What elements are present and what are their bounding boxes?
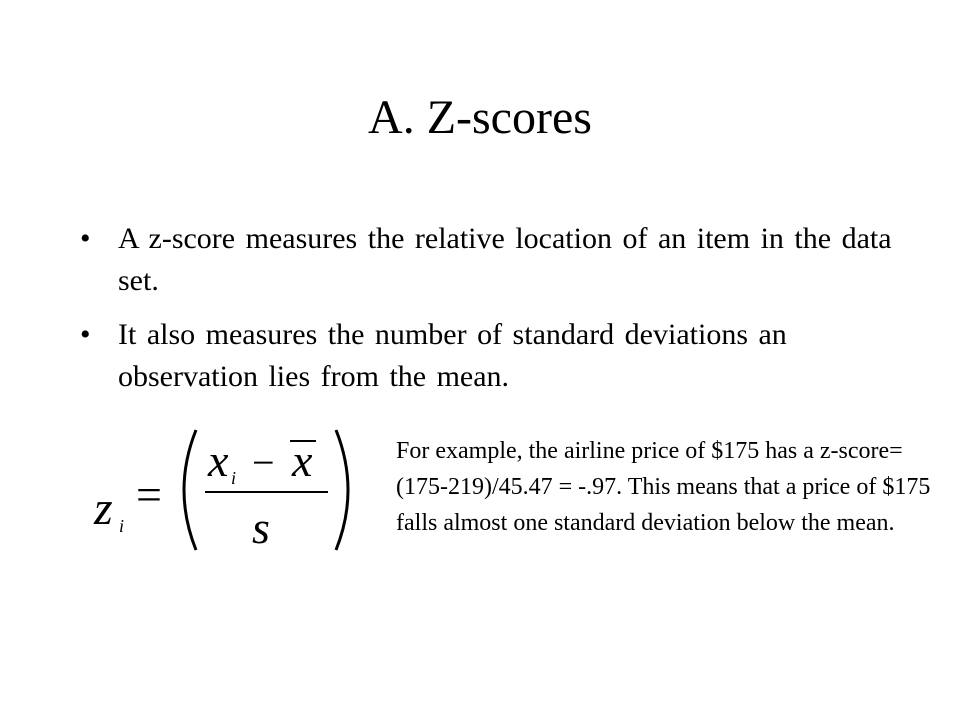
formula-equals: = [136, 469, 162, 520]
bullet-text: A z-score measures the relative location of an item in the data set. [118, 222, 892, 297]
right-paren-icon [336, 430, 348, 550]
formula-s: s [252, 502, 270, 553]
z-score-formula [92, 422, 362, 558]
formula-x-subscript: i [231, 468, 237, 488]
formula-x-mean: x [292, 435, 313, 486]
bullet-text: It also measures the number of standard deviations an observation lies from the mean. [118, 318, 787, 393]
slide-title: A. Z-scores [368, 91, 592, 144]
formula-minus: − [252, 440, 275, 485]
formula-x: x [208, 435, 229, 486]
bullet-item [80, 314, 900, 398]
formula-z: z [94, 482, 113, 535]
left-paren-icon [184, 430, 196, 550]
formula-z-subscript: i [119, 516, 125, 536]
bullet-icon: • [80, 318, 91, 351]
bullet-item [80, 218, 900, 302]
bullet-list [80, 218, 900, 410]
bullet-icon: • [80, 222, 91, 255]
example-text: For example, the airline price of $175 has a z-score=(175-219)/45.47 = -.97. This means that a price of $175 falls almost one standard deviation below the mean. [396, 438, 931, 536]
